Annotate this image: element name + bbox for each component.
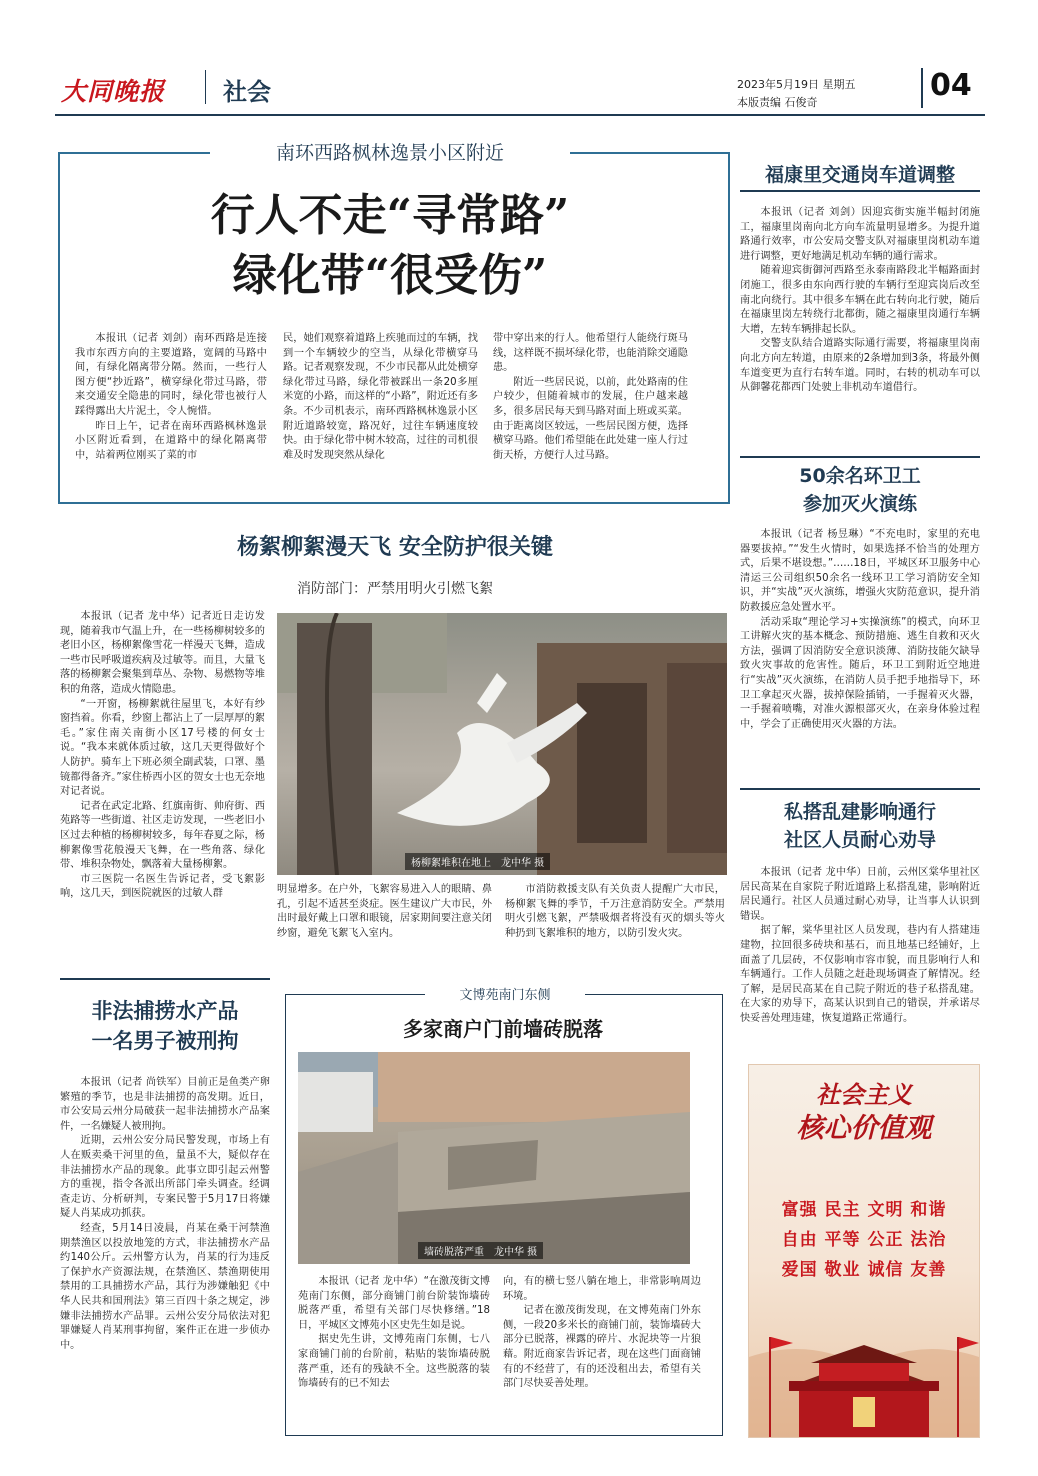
story4-headline: 多家商户门前墙砖脱落 [403,1017,603,1041]
story2-headline: 杨絮柳絮漫天飞 安全防护很关键 [237,535,553,560]
lead-headline: 行人不走“寻常路” 绿化带“很受伤” [210,190,570,301]
story2-col-1: 本报讯（记者 龙中华）记者近日走访发现，随着我市气温上升，在一些杨柳树较多的老旧小区，杨柳絮像雪花一样漫天飞舞，造成一些市民呼吸道疾病及过敏等。而且，大量飞落的杨柳絮会聚集到草丛、杂物、易燃物等堆积的角落，造成火情隐患。 “一开窗，杨柳絮就往屋里飞，本好有纱窗挡着。你看，纱窗上都沾上了一层厚厚的絮毛。”家住南关南街小区17号楼的何女士说。“我本来就体质过敏，这几天更得做好个人防护。骑车上下班必须全副武装，口罩、墨镜都得备齐。”家住桥西小区的贺女士也无奈地对记者说。 记者在武定北路、红旗南街、帅府街、西苑路等一些街道、社区走访发现，一些老旧小区过去种植的杨柳树较多，每年春夏之际，杨柳絮像雪花般漫天飞舞，在一些角落、绿化带、堆积杂物处，飘落着大量杨柳絮。 市三医院一名医生告诉记者，受飞絮影响，这几天，到医院就医的过敏人群 [60,611,265,900]
tiananmen-illustration [749,1297,979,1437]
story4-col-2: 向，有的横七竖八躺在地上，非常影响周边环境。 记者在激茂街发现，在文博苑南门外东侧，一段20多米长的商铺门前，装饰墙砖大部分已脱落，裸露的碎片、水泥块等一片狼藉。附近商家告诉记者，现在这些门面商铺有的不经营了，有的还没租出去，希望有关部门尽快妥善处理。 [503,1276,701,1390]
story3-headline: 非法捕捞水产品 一名男子被刑拘 [91,999,239,1053]
story4-col-1: 本报讯（记者 龙中华）“在激茂街文博苑南门东侧，部分商铺门前台阶装饰墙砖脱落严重，希望有关部门尽快修缮。”18日，平城区文博苑小区史先生如是说。 据史先生讲，文博苑南门东侧，七八家商铺门前的台阶前，粘贴的装饰墙砖脱落严重，还有的残缺不全。这些脱落的装饰墙砖有的已不知去 [298,1276,490,1390]
values-row-1: 富强 民主 文明 和谐 [781,1200,947,1220]
poplar-catkins-photo [277,613,727,875]
photo-caption: 杨柳絮堆积在地上 龙中华 摄 [405,853,550,870]
side2-headline: 50余名环卫工 参加灭火演练 [799,465,921,515]
newspaper-logo: 大同晚报 [61,77,166,106]
story2-subtitle: 消防部门：严禁用明火引燃飞絮 [297,581,493,597]
photo-caption: 墙砖脱落严重 龙中华 摄 [418,1242,543,1259]
page-editor: 本版责编 石俊奇 [737,96,818,109]
values-row-2: 自由 平等 公正 法治 [781,1230,947,1250]
section-name: 社会 [223,78,271,106]
story2-col-2: 明显增多。在户外，飞絮容易进入人的眼睛、鼻孔，引起不适甚至炎症。医生建议广大市民，外出时最好戴上口罩和眼镜，居家期间要注意关闭纱窗，避免飞絮飞入室内。 [277,884,492,939]
side1-headline: 福康里交通岗车道调整 [764,164,955,186]
masthead [55,62,985,120]
page-number: 04 [930,68,972,103]
values-row-3: 爱国 敬业 诚信 友善 [781,1260,947,1280]
wall-tiles-photo [298,1052,690,1264]
lead-kicker: 南环西路枫林逸景小区附近 [210,140,570,166]
lead-col-2: 民，她们观察着道路上疾驰而过的车辆，找到一个车辆较少的空当，从绿化带横穿马路。记者观察发现，不少市民都从此处横穿绿化带过马路，绿化带被踩出一条20多厘米宽的小路，而这样的“小路”，附近还有多条。不少司机表示，南环西路枫林逸景小区附近道路较宽，路况好，过往车辆速度较快。由于绿化带中树木较高，过往的司机很难及时发现突然从绿化 [283,333,478,461]
story2-col-3: 市消防救援支队有关负责人提醒广大市民，杨柳絮飞舞的季节，千万注意消防安全。严禁用明火引燃飞絮，严禁吸烟者将没有灭的烟头等火种扔到飞絮堆积的地方，以防引发火灾。 [505,884,725,939]
side3-headline: 私搭乱建影响通行 社区人员耐心劝导 [783,801,936,851]
core-values-poster [748,1064,980,1438]
side3-body: 本报讯（记者 龙中华）日前，云州区棠华里社区居民高某在自家院子附近道路上私搭乱建，影响附近居民通行。社区人员通过耐心劝导，让当事人认识到错误。 据了解，棠华里社区人员发现，巷内有人搭建违建物，拉回很多砖块和基石，而且地基已经铺好，上面盖了几层砖，不仅影响市容市貌，而且影响行人和车辆通行。工作人员随之赶赴现场调查了解情况。经了解，是居民高某在自己院子附近的巷子私搭乱建。在大家的劝导下，高某认识到自己的错误，并承诺尽快妥善处理违建，恢复道路正常通行。 [740,867,980,1024]
photo-illustration [277,613,727,875]
photo-illustration [298,1052,690,1264]
issue-date: 2023年5月19日 星期五 [737,78,856,91]
lead-col-3: 带中穿出来的行人。他希望行人能绕行斑马线，这样既不损坏绿化带，也能消除交通隐患。 附近一些居民说，以前，此处路南的住户较少，但随着城市的发展，住户越来越多，很多居民每天到马路对面上班或买菜。由于距离岗区较远，一些居民图方便，选择横穿马路。他们希望能在此处建一座人行过街天桥，方便行人过马路。 [493,333,688,461]
story4-kicker: 文博苑南门东侧 [425,984,585,1003]
lead-col-1: 本报讯（记者 刘剑）南环西路是连接我市东西方向的主要道路，宽阔的马路中间，有绿化隔离带分隔。然而，一些行人图方便“抄近路”，横穿绿化带过马路，带来交通安全隐患的同时，绿化带也被行人踩得露出大片泥土，令人惋惜。 昨日上午，记者在南环西路枫林逸景小区附近看到，在道路中的绿化隔离带中，站着两位刚买了菜的市 [75,333,267,461]
story3-body: 本报讯（记者 尚铁军）目前正是鱼类产卵繁殖的季节，也是非法捕捞的高发期。近日，市公安局云州分局破获一起非法捕捞水产品案件，一名嫌疑人被刑拘。 近期，云州公安分局民警发现，市场上有人在贩卖桑干河里的鱼，量虽不大，疑似存在非法捕捞水产品的现象。此事立即引起云州警方的重视，指令各派出所部门牵头调查。经调查走访、分析研判，专案民警于5月17日将嫌疑人肖某成功抓获。 经查，5月14日凌晨，肖某在桑干河禁渔期禁渔区以投放地笼的方式，非法捕捞水产品约140公斤。云州警方认为，肖某的行为违反了保护水产资源法规，在禁渔区、禁渔期使用禁用的工具捕捞水产品，其行为涉嫌触犯《中华人民共和国刑法》第三百四十条之规定，涉嫌非法捕捞水产品罪。云州公安分局依法对犯罪嫌疑人肖某刑事拘留，案件正在进一步侦办中。 [60,1077,270,1351]
side2-body: 本报讯（记者 杨昱琳）“不充电时，家里的充电器要拔掉。”“发生火情时，如果选择不恰当的处理方式，后果不堪设想。”……18日，平城区环卫服务中心清运三公司组织50余名一线环卫工学习消防安全知识，并“实战”灭火演练，增强火灾防范意识，提升消防救援应急处置水平。 活动采取“理论学习+实操演练”的模式，向环卫工讲解火灾的基本概念、预防措施、逃生自救和灭火方法，强调了因消防安全意识淡薄、消防技能欠缺导致火灾事故的危害性。随后，环卫工到附近空地进行“实战”灭火演练，在消防人员手把手地指导下，环卫工拿起灭火器，拔掉保险插销，一手握着灭火器，一手握着喷嘴，对准火源根部灭火，在亲身体验过程中，学会了正确使用灭火器的方法。 [740,529,980,730]
side1-body: 本报讯（记者 刘剑）因迎宾街实施半幅封闭施工，福康里岗南向北方向车流量明显增多。为提升道路通行效率，市公安局交警支队对福康里岗机动车道进行调整，更好地满足机动车辆的通行需求。 随着迎宾街御河西路至永泰南路段北半幅路面封闭施工，很多由东向西行驶的车辆行至迎宾岗后改至南北向绕行。其中很多车辆在此右转向北行驶，随后在福康里岗左转绕行北都街，随之福康里岗通行车辆大增，左转车辆排起长队。 交警支队结合道路实际通行需要，将福康里岗南向北方向左转道，由原来的2条增加到3条，将最外侧车道变更为直行右转车道。同时，右转的机动车可以从御馨花都西门处驶上非机动车道借行。 [740,207,980,394]
poster-title: 社会主义 核心价值观 [796,1080,932,1144]
